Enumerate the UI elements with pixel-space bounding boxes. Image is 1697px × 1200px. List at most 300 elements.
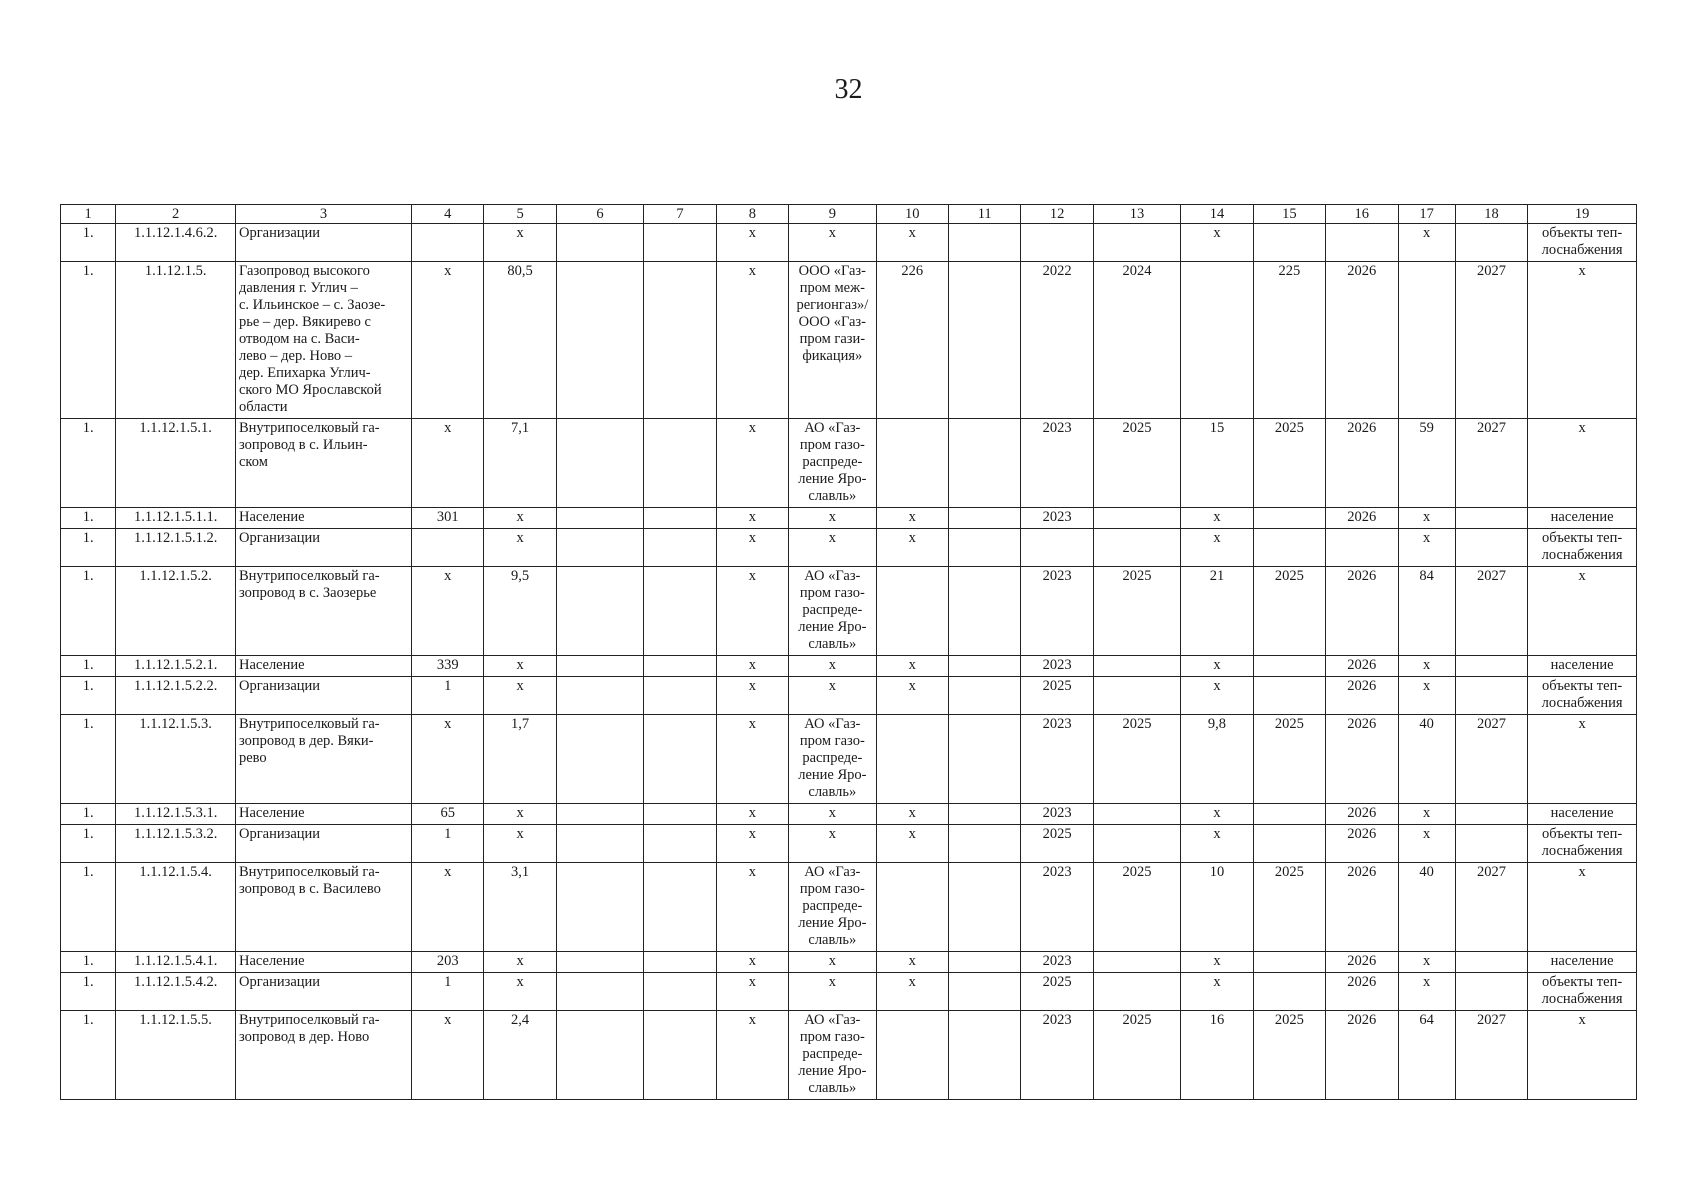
table-cell: х xyxy=(716,952,788,973)
table-cell: х xyxy=(484,656,556,677)
table-cell: 1 xyxy=(411,825,483,863)
table-cell: 2026 xyxy=(1326,973,1398,1011)
table-cell: объекты теп- лоснабжения xyxy=(1528,224,1637,262)
table-row xyxy=(61,419,1637,508)
table-cell: 1. xyxy=(61,952,116,973)
table-cell: х xyxy=(789,656,876,677)
table-cell: х xyxy=(789,529,876,567)
table-cell: Организации xyxy=(235,973,411,1011)
table-cell: 2025 xyxy=(1253,715,1325,804)
table-cell: х xyxy=(716,863,788,952)
table-cell: х xyxy=(789,224,876,262)
column-header: 14 xyxy=(1181,205,1253,224)
table-cell: 1.1.12.1.5.1. xyxy=(116,419,236,508)
table-cell xyxy=(644,567,716,656)
table-cell: Внутрипоселковый га- зопровод в дер. Ново xyxy=(235,1011,411,1100)
column-header: 19 xyxy=(1528,205,1637,224)
table-row xyxy=(61,952,1637,973)
table-cell: 2026 xyxy=(1326,825,1398,863)
table-cell xyxy=(1398,262,1455,419)
table-cell xyxy=(1093,656,1180,677)
column-header: 8 xyxy=(716,205,788,224)
table-cell: х xyxy=(1528,262,1637,419)
table-cell: 2026 xyxy=(1326,508,1398,529)
table-cell xyxy=(1455,677,1527,715)
table-cell: х xyxy=(1181,677,1253,715)
table-cell: х xyxy=(716,804,788,825)
table-row xyxy=(61,1011,1637,1100)
table-cell: 2027 xyxy=(1455,419,1527,508)
table-cell: 2026 xyxy=(1326,804,1398,825)
table-cell: 203 xyxy=(411,952,483,973)
table-cell: х xyxy=(716,656,788,677)
table-cell: х xyxy=(876,508,948,529)
table-cell xyxy=(948,656,1020,677)
table-cell xyxy=(1455,508,1527,529)
table-cell: х xyxy=(484,825,556,863)
table-cell xyxy=(556,656,643,677)
table-cell: 2025 xyxy=(1253,863,1325,952)
table-cell xyxy=(948,677,1020,715)
table-cell xyxy=(948,1011,1020,1100)
table-cell: 2025 xyxy=(1093,567,1180,656)
table-cell xyxy=(556,952,643,973)
table-cell xyxy=(948,529,1020,567)
table-cell: х xyxy=(876,825,948,863)
table-cell xyxy=(876,419,948,508)
table-cell xyxy=(1326,529,1398,567)
table-cell xyxy=(948,567,1020,656)
table-cell xyxy=(948,508,1020,529)
table-cell: 16 xyxy=(1181,1011,1253,1100)
table-cell xyxy=(411,529,483,567)
table-cell: 2025 xyxy=(1093,1011,1180,1100)
table-row xyxy=(61,973,1637,1011)
table-cell: х xyxy=(716,567,788,656)
table-cell xyxy=(1455,804,1527,825)
table-cell: х xyxy=(484,973,556,1011)
table-cell xyxy=(1455,529,1527,567)
table-cell: 2,4 xyxy=(484,1011,556,1100)
table-cell: 1.1.12.1.5.2.2. xyxy=(116,677,236,715)
table-cell: 1. xyxy=(61,677,116,715)
table-cell xyxy=(1253,529,1325,567)
table-cell xyxy=(1253,825,1325,863)
table-cell: 7,1 xyxy=(484,419,556,508)
table-cell: 2025 xyxy=(1093,715,1180,804)
table-cell xyxy=(556,567,643,656)
table-cell: х xyxy=(789,952,876,973)
table-cell: х xyxy=(716,419,788,508)
column-header: 1 xyxy=(61,205,116,224)
column-header: 2 xyxy=(116,205,236,224)
table-cell: 2025 xyxy=(1253,419,1325,508)
column-header: 17 xyxy=(1398,205,1455,224)
table-cell: 2025 xyxy=(1021,973,1093,1011)
table-cell: 2023 xyxy=(1021,508,1093,529)
table-cell: х xyxy=(1398,508,1455,529)
table-cell: 1.1.12.1.5.2. xyxy=(116,567,236,656)
table-cell: х xyxy=(1528,567,1637,656)
table-cell xyxy=(556,677,643,715)
table-cell: х xyxy=(1398,804,1455,825)
table-cell: 10 xyxy=(1181,863,1253,952)
table-row xyxy=(61,529,1637,567)
table-cell: х xyxy=(411,715,483,804)
table-row xyxy=(61,508,1637,529)
table-cell xyxy=(876,715,948,804)
table-cell xyxy=(876,1011,948,1100)
table-cell: х xyxy=(1181,656,1253,677)
table-cell xyxy=(644,1011,716,1100)
table-cell xyxy=(1021,224,1093,262)
table-cell xyxy=(644,715,716,804)
table-cell: 80,5 xyxy=(484,262,556,419)
table-cell: 1.1.12.1.5.4.2. xyxy=(116,973,236,1011)
table-cell xyxy=(1093,973,1180,1011)
column-header: 12 xyxy=(1021,205,1093,224)
table-cell xyxy=(948,825,1020,863)
table-cell: 2027 xyxy=(1455,1011,1527,1100)
column-header: 15 xyxy=(1253,205,1325,224)
table-cell: х xyxy=(789,825,876,863)
table-cell: 1. xyxy=(61,1011,116,1100)
table-cell: 1,7 xyxy=(484,715,556,804)
table-cell xyxy=(556,262,643,419)
table-cell: х xyxy=(1398,656,1455,677)
table-cell: 84 xyxy=(1398,567,1455,656)
table-cell: х xyxy=(716,973,788,1011)
table-cell: 9,8 xyxy=(1181,715,1253,804)
table-cell: х xyxy=(1398,224,1455,262)
table-cell: х xyxy=(876,973,948,1011)
table-cell xyxy=(644,656,716,677)
table-cell xyxy=(1455,973,1527,1011)
table-cell: 2026 xyxy=(1326,677,1398,715)
table-cell: АО «Газ- пром газо- распреде- ление Яро- славль» xyxy=(789,567,876,656)
table-cell xyxy=(1253,973,1325,1011)
table-cell: объекты теп- лоснабжения xyxy=(1528,825,1637,863)
table-cell: 1. xyxy=(61,419,116,508)
table-cell: 1. xyxy=(61,224,116,262)
table-cell: 1.1.12.1.5. xyxy=(116,262,236,419)
table-header-row xyxy=(61,205,1637,224)
column-header: 18 xyxy=(1455,205,1527,224)
table-cell xyxy=(948,262,1020,419)
table-cell: население xyxy=(1528,952,1637,973)
table-cell: 1. xyxy=(61,262,116,419)
column-header: 3 xyxy=(235,205,411,224)
table-cell: 2027 xyxy=(1455,715,1527,804)
table-cell: х xyxy=(1181,804,1253,825)
table-cell: х xyxy=(1528,419,1637,508)
table-cell xyxy=(411,224,483,262)
table-cell: 2023 xyxy=(1021,419,1093,508)
table-cell xyxy=(556,419,643,508)
table-cell: 1.1.12.1.5.1.1. xyxy=(116,508,236,529)
table-cell xyxy=(1326,224,1398,262)
table-cell: Население xyxy=(235,656,411,677)
table-cell xyxy=(1093,952,1180,973)
table-cell xyxy=(876,567,948,656)
table-cell xyxy=(1093,677,1180,715)
table-cell: 1. xyxy=(61,804,116,825)
table-cell: объекты теп- лоснабжения xyxy=(1528,973,1637,1011)
table-cell: х xyxy=(716,715,788,804)
table-cell: АО «Газ- пром газо- распреде- ление Яро- славль» xyxy=(789,863,876,952)
table-cell: х xyxy=(411,567,483,656)
table-cell xyxy=(1253,224,1325,262)
table-cell: х xyxy=(876,804,948,825)
table-row xyxy=(61,567,1637,656)
table-row xyxy=(61,863,1637,952)
table-cell xyxy=(948,715,1020,804)
table-cell: 2026 xyxy=(1326,262,1398,419)
table-cell: 1.1.12.1.5.1.2. xyxy=(116,529,236,567)
table-cell: х xyxy=(789,804,876,825)
table-cell: 2026 xyxy=(1326,952,1398,973)
table-cell: 1.1.12.1.5.3. xyxy=(116,715,236,804)
table-cell xyxy=(1253,952,1325,973)
table-cell: х xyxy=(716,262,788,419)
table-cell: Организации xyxy=(235,825,411,863)
table-cell: х xyxy=(484,508,556,529)
table-cell: 2026 xyxy=(1326,656,1398,677)
table-cell: 1. xyxy=(61,825,116,863)
table-cell xyxy=(556,804,643,825)
table-cell xyxy=(644,529,716,567)
table-row xyxy=(61,825,1637,863)
table-cell: 2023 xyxy=(1021,567,1093,656)
table-cell: х xyxy=(484,677,556,715)
table-cell: Внутрипоселковый га- зопровод в с. Василево xyxy=(235,863,411,952)
table-row xyxy=(61,715,1637,804)
table-cell: 2022 xyxy=(1021,262,1093,419)
table-cell xyxy=(1093,825,1180,863)
table-cell xyxy=(556,825,643,863)
table-cell: 1 xyxy=(411,973,483,1011)
table-cell xyxy=(1455,825,1527,863)
table-cell: Газопровод высокого давления г. Углич – с. Ильинское – с. Заозе- рье – дер. Вякирево с отводом на с. Васи- лево – дер. Ново – дер. Епихарка Углич- ского МО Ярославской области xyxy=(235,262,411,419)
table-cell xyxy=(1093,508,1180,529)
table-cell: х xyxy=(411,863,483,952)
table-cell: население xyxy=(1528,804,1637,825)
table-cell: ООО «Газ- пром меж- регионгаз»/ ООО «Газ- пром гази- фикация» xyxy=(789,262,876,419)
table-cell: 2025 xyxy=(1021,677,1093,715)
table-cell: АО «Газ- пром газо- распреде- ление Яро- славль» xyxy=(789,715,876,804)
table-cell: 40 xyxy=(1398,863,1455,952)
table-cell: 301 xyxy=(411,508,483,529)
table-cell xyxy=(644,804,716,825)
table-cell: х xyxy=(1398,825,1455,863)
table-cell: 65 xyxy=(411,804,483,825)
table-cell: х xyxy=(789,973,876,1011)
table-cell xyxy=(1093,224,1180,262)
table-cell xyxy=(1455,224,1527,262)
table-cell xyxy=(1253,677,1325,715)
table-cell: х xyxy=(411,1011,483,1100)
table-cell: х xyxy=(876,677,948,715)
table-cell xyxy=(1253,508,1325,529)
table-cell: х xyxy=(1398,677,1455,715)
table-cell: Население xyxy=(235,804,411,825)
table-cell: население xyxy=(1528,656,1637,677)
table-cell xyxy=(948,804,1020,825)
table-cell: х xyxy=(1181,825,1253,863)
table-cell xyxy=(556,863,643,952)
table-cell xyxy=(644,508,716,529)
table-cell: Население xyxy=(235,508,411,529)
table-cell: 1. xyxy=(61,715,116,804)
table-cell xyxy=(1253,804,1325,825)
table-cell: 339 xyxy=(411,656,483,677)
column-header: 13 xyxy=(1093,205,1180,224)
table-cell: х xyxy=(716,677,788,715)
table-cell: 1.1.12.1.5.3.1. xyxy=(116,804,236,825)
table-cell: Внутрипоселковый га- зопровод в с. Ильин- ском xyxy=(235,419,411,508)
table-row xyxy=(61,262,1637,419)
table-cell: х xyxy=(716,529,788,567)
table-cell: 64 xyxy=(1398,1011,1455,1100)
table-cell xyxy=(556,973,643,1011)
table-cell: х xyxy=(789,677,876,715)
table-cell: 2025 xyxy=(1253,1011,1325,1100)
table-cell: х xyxy=(411,262,483,419)
column-header: 9 xyxy=(789,205,876,224)
table-cell xyxy=(1181,262,1253,419)
table-cell xyxy=(1455,952,1527,973)
table-cell: 1. xyxy=(61,863,116,952)
table-cell xyxy=(948,973,1020,1011)
table-cell: х xyxy=(1398,529,1455,567)
table-cell xyxy=(644,419,716,508)
column-header: 11 xyxy=(948,205,1020,224)
table-cell xyxy=(556,1011,643,1100)
table-cell: Население xyxy=(235,952,411,973)
table-cell: 1.1.12.1.5.5. xyxy=(116,1011,236,1100)
table-cell xyxy=(1093,529,1180,567)
table-row xyxy=(61,677,1637,715)
table-cell: х xyxy=(716,825,788,863)
table-cell: 2025 xyxy=(1093,863,1180,952)
table-cell: 2025 xyxy=(1021,825,1093,863)
table-cell: 2023 xyxy=(1021,952,1093,973)
table-cell xyxy=(948,224,1020,262)
table-cell: 1. xyxy=(61,656,116,677)
table-row xyxy=(61,656,1637,677)
table-cell: 1. xyxy=(61,567,116,656)
table-cell: х xyxy=(1528,863,1637,952)
table-cell: 1.1.12.1.5.4.1. xyxy=(116,952,236,973)
table-cell: 2027 xyxy=(1455,262,1527,419)
table-cell: х xyxy=(876,529,948,567)
table-cell: х xyxy=(484,952,556,973)
table-cell: 2023 xyxy=(1021,715,1093,804)
column-header: 4 xyxy=(411,205,483,224)
column-header: 5 xyxy=(484,205,556,224)
table-cell: х xyxy=(789,508,876,529)
table-cell: 21 xyxy=(1181,567,1253,656)
table-cell: 2025 xyxy=(1253,567,1325,656)
table-cell xyxy=(644,224,716,262)
table-cell: 1. xyxy=(61,529,116,567)
table-cell: 2027 xyxy=(1455,863,1527,952)
table-cell xyxy=(876,863,948,952)
table-cell: 2026 xyxy=(1326,419,1398,508)
table-cell: х xyxy=(1181,508,1253,529)
table-cell: Внутрипоселковый га- зопровод в с. Заозерье xyxy=(235,567,411,656)
table-cell: Внутрипоселковый га- зопровод в дер. Вяки- рево xyxy=(235,715,411,804)
table-cell xyxy=(556,715,643,804)
table-cell xyxy=(948,419,1020,508)
table-cell: х xyxy=(1181,529,1253,567)
table-cell xyxy=(948,952,1020,973)
table-cell: х xyxy=(484,529,556,567)
table-cell: объекты теп- лоснабжения xyxy=(1528,529,1637,567)
table-cell: 1. xyxy=(61,508,116,529)
table-cell: х xyxy=(484,804,556,825)
table-cell xyxy=(556,224,643,262)
table-cell: х xyxy=(716,1011,788,1100)
table-cell: 225 xyxy=(1253,262,1325,419)
table-cell: 2027 xyxy=(1455,567,1527,656)
table-cell: 2023 xyxy=(1021,804,1093,825)
column-header: 16 xyxy=(1326,205,1398,224)
data-table xyxy=(60,204,1637,1100)
table-cell: 1.1.12.1.5.3.2. xyxy=(116,825,236,863)
table-cell: 40 xyxy=(1398,715,1455,804)
table-cell: 226 xyxy=(876,262,948,419)
table-cell: 1.1.12.1.5.4. xyxy=(116,863,236,952)
table-cell: население xyxy=(1528,508,1637,529)
table-cell: 2023 xyxy=(1021,656,1093,677)
table-cell xyxy=(556,529,643,567)
column-header: 7 xyxy=(644,205,716,224)
table-cell: х xyxy=(1528,715,1637,804)
table-cell xyxy=(948,863,1020,952)
table-cell: х xyxy=(1398,952,1455,973)
table-cell: х xyxy=(876,224,948,262)
table-row xyxy=(61,804,1637,825)
table-cell: 2026 xyxy=(1326,715,1398,804)
column-header: 10 xyxy=(876,205,948,224)
table-cell: 1.1.12.1.4.6.2. xyxy=(116,224,236,262)
table-cell: 2023 xyxy=(1021,1011,1093,1100)
table-cell: АО «Газ- пром газо- распреде- ление Яро- славль» xyxy=(789,1011,876,1100)
table-cell xyxy=(1021,529,1093,567)
table-cell: 1.1.12.1.5.2.1. xyxy=(116,656,236,677)
table-cell: АО «Газ- пром газо- распреде- ление Яро- славль» xyxy=(789,419,876,508)
table-cell: х xyxy=(1181,973,1253,1011)
table-cell xyxy=(644,677,716,715)
table-cell xyxy=(644,952,716,973)
table-cell: х xyxy=(716,508,788,529)
table-cell: 2023 xyxy=(1021,863,1093,952)
table-cell: 1. xyxy=(61,973,116,1011)
table-cell: 2026 xyxy=(1326,863,1398,952)
table-cell: 2025 xyxy=(1093,419,1180,508)
table-row xyxy=(61,224,1637,262)
table-cell: 9,5 xyxy=(484,567,556,656)
table-cell: 1 xyxy=(411,677,483,715)
table-cell: 2024 xyxy=(1093,262,1180,419)
table-cell xyxy=(644,973,716,1011)
table-cell: х xyxy=(1398,973,1455,1011)
table-cell: 59 xyxy=(1398,419,1455,508)
table-cell xyxy=(644,262,716,419)
table-cell: 3,1 xyxy=(484,863,556,952)
table-cell xyxy=(1253,656,1325,677)
